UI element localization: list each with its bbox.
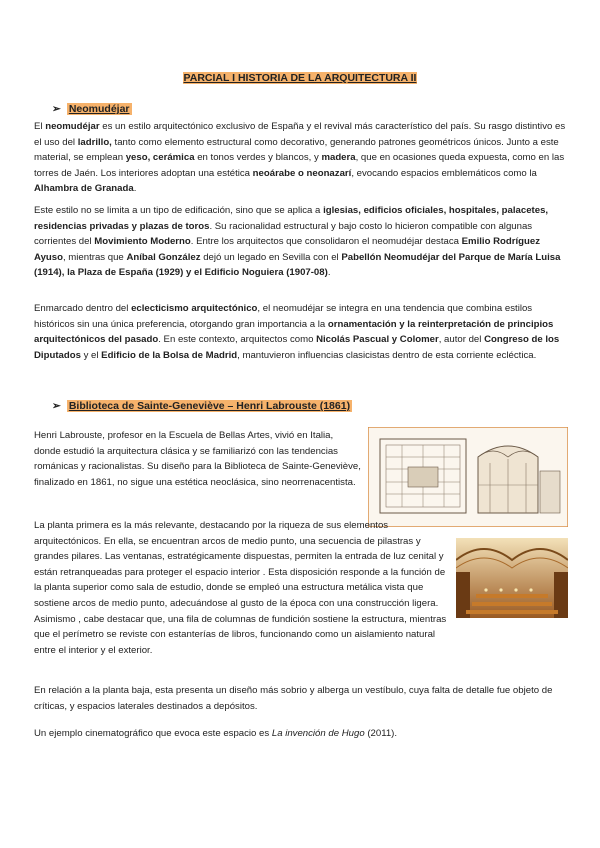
italic-text: La invención de Hugo <box>271 728 365 739</box>
bold-text: Edificio de la Bolsa de Madrid <box>101 349 238 361</box>
text-run: . Entre los arquitectos que consolidaron el neomudéjar destaca <box>190 236 462 248</box>
text-run: , que en ocasiones queda expuesta, como en las torres de Jaén. Los interiores adoptan una estética <box>34 152 565 179</box>
text-run: , el neomudéjar se integra en una tendencia que combina estilos históricos sin una única preferencia, otorgando gran importancia a la <box>34 303 533 330</box>
text-run: . <box>133 183 137 195</box>
text-run: Este estilo no se limita a un tipo de edificación, sino que se aplica a <box>34 205 324 216</box>
text-run: En relación a la planta baja, esta presenta un diseño más sobrio y alberga un vestíbulo, cuya falta de detalle fue objeto de críticas, y espacios laterales destinados a depósitos. <box>34 685 553 712</box>
text-run: Un ejemplo cinematográfico que evoca este espacio es <box>34 728 272 739</box>
paragraph <box>34 518 454 658</box>
text-run: El <box>34 121 46 132</box>
bold-text: yeso, cerámica <box>125 152 195 164</box>
section-heading-text: Neomudéjar <box>68 103 130 115</box>
bold-text: ladrillo, <box>77 136 112 148</box>
text-run: . Su racionalidad estructural y bajo costo lo hicieron compatible con algunas corrientes del <box>34 220 533 248</box>
arrow-bullet-icon: ➢ <box>52 103 61 115</box>
bold-text: Aníbal González <box>126 251 201 263</box>
text-run: es un estilo arquitectónico exclusivo de España y el revival más característico del país. Su rasgo distintivo es el uso del <box>34 121 566 148</box>
paragraph <box>34 119 568 197</box>
bold-text: neomudéjar <box>45 121 100 132</box>
text-run: Enmarcado dentro del <box>34 303 132 314</box>
paragraph <box>34 301 568 363</box>
text-run: , evocando espacios emblemáticos como la <box>351 167 537 179</box>
bold-text: iglesias, edificios oficiales, hospitales, palacetes, residencias privadas y plazas de toros <box>34 205 549 232</box>
bold-text: ornamentación y la reinterpretación de principios arquitectónicos del pasado <box>34 318 554 346</box>
text-run: Henri Labrouste, profesor en la Escuela de Bellas Artes, vivió en Italia, donde estudió la arquitectura clásica y se familiarizó con las tendencias románicas y racionalistas. Su diseño para la Biblioteca de Sainte-Geneviève, finalizado en 1861, no sigue una estética neoclásica, sino neorrenacentista. <box>34 430 361 488</box>
text-run: , autor del <box>438 334 485 346</box>
paragraph <box>34 726 568 742</box>
text-run: en tonos verdes y blancos, y <box>194 152 322 164</box>
text-run: dejó un legado en Sevilla con el <box>200 251 342 263</box>
reading-room-photo <box>456 538 568 618</box>
section-heading-neomudejar <box>52 103 132 115</box>
text-run: , mientras que <box>62 251 127 263</box>
bold-text: Congreso de los Diputados <box>34 334 560 361</box>
bold-text: eclecticismo arquitectónico <box>131 303 258 314</box>
text-run: La planta primera es la más relevante, destacando por la riqueza de sus elementos arquitectónicos. En ella, se encuentran arcos de medio punto, una secuencia de pilastras y grandes pilares. Las ventanas, estratégicamente dispuestas, permiten la entrada de luz cenital y están retranqueadas para proteger el espacio interior . Esta disposición responde a la función de la planta superior como sala de estudio, donde se empleó una estructura metálica vista que sostiene arcos de medio punto, adecuándose al gusto de la época con una construcción ligera. Asimismo , cabe destacar que, una fila de columnas de fundición sostiene la estructura, mientras que el perímetro se reviste con estanterías de libros, funcionando como un aislamiento natural entre el interior y el exterior. <box>34 520 447 656</box>
text-run: . <box>327 267 331 279</box>
text-run: , mantuvieron influencias clasicistas dentro de esta corriente ecléctica. <box>237 349 537 361</box>
bold-text: Alhambra de Granada <box>34 183 134 195</box>
document-title-text: PARCIAL I HISTORIA DE LA ARQUITECTURA II <box>183 72 417 84</box>
paragraph <box>34 683 568 714</box>
text-run: . En este contexto, arquitectos como <box>158 334 317 346</box>
floor-plan-elevation-drawing <box>368 427 568 527</box>
text-run: tanto como elemento estructural como decorativo, generando patrones geométricos únicos. Junto a este material, se emplean <box>34 136 559 164</box>
bold-text: Movimiento Moderno <box>94 236 191 248</box>
bold-text: Emilio Rodríguez Ayuso <box>34 236 541 263</box>
text-run: (2011). <box>364 728 398 739</box>
section-heading-text: Biblioteca de Sainte-Geneviève – Henri Labrouste (1861) <box>68 400 351 412</box>
paragraph <box>34 428 362 490</box>
arrow-bullet-icon: ➢ <box>52 400 61 412</box>
bold-text: madera <box>321 152 356 164</box>
text-run: y el <box>80 349 102 361</box>
document-title <box>0 72 600 84</box>
bold-text: neoárabe o neonazarí <box>252 167 352 179</box>
bold-text: Pabellón Neomudéjar del Parque de María Luisa (1914), la Plaza de España (1929) y el Edificio Noguiera (1907-08) <box>34 251 561 279</box>
paragraph <box>34 203 568 281</box>
bold-text: Nicolás Pascual y Colomer <box>316 334 439 346</box>
section-heading-biblioteca <box>52 400 352 412</box>
